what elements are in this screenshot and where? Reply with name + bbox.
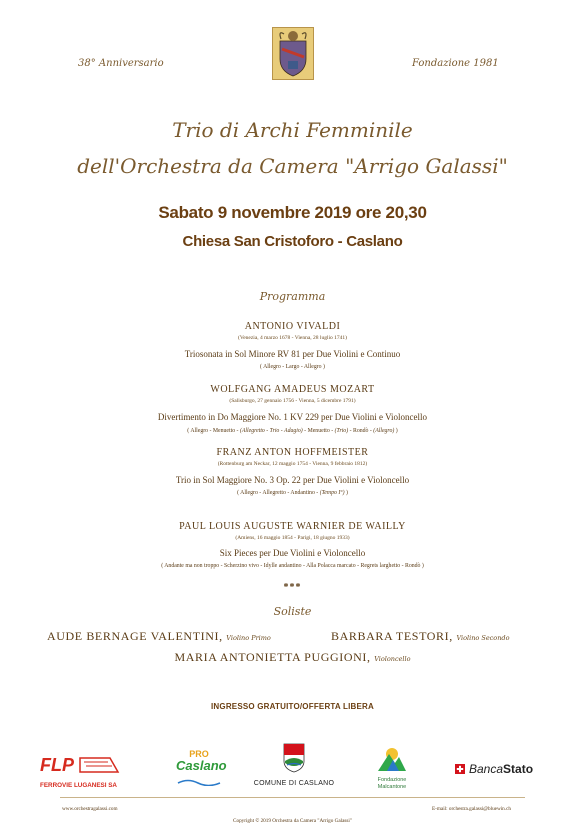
soloist-1-role: Violino Primo (226, 634, 271, 642)
admission-note: INGRESSO GRATUITO/OFFERTA LIBERA (211, 702, 374, 711)
movements-mozart: ( Allegro - Menuetto - (Allegretto - Trio - Adagio) - Menuetto - (Trio) - Rondò - (Allegro) ) (187, 428, 398, 434)
dates-hoffmeister: (Rottenburg am Neckar, 12 maggio 1754 - Vienna, 9 febbraio 1812) (217, 461, 368, 467)
footer-copyright: Copyright © 2019 Orchestra da Camera "Arrigo Galassi" (233, 818, 352, 824)
dates-vivaldi: (Venezia, 4 marzo 1678 - Vienna, 28 luglio 1741) (238, 335, 347, 341)
soloist-2-name: BARBARA TESTORI, (331, 629, 453, 643)
sponsor-bancastato (455, 760, 555, 778)
fondazione-mountain-icon (377, 746, 407, 772)
swiss-cross-icon (455, 764, 465, 774)
movements-hoffmeister: ( Allegro - Allegretto - Andantino - (Tempo I°) ) (237, 490, 348, 496)
fondazione-line1: Fondazione (377, 777, 407, 783)
composer-mozart: WOLFGANG AMADEUS MOZART (210, 384, 375, 395)
work-mozart: Divertimento in Do Maggiore No. 1 KV 229 per Due Violini e Violoncello (157, 412, 428, 422)
movements-mozart-b: (Allegretto - Trio - Adagio) (239, 428, 303, 434)
pro-caslano-wave-icon (176, 778, 222, 786)
footer-website[interactable]: www.orchestragalassi.com (62, 806, 118, 812)
sponsor-pro-caslano (176, 749, 227, 789)
work-hoffmeister: Trio in Sol Maggiore No. 3 Op. 22 per Due Violini e Violoncello (175, 475, 410, 485)
banca-text-b: Stato (503, 762, 534, 776)
movements-hoffmeister-b: (Tempo I°) (319, 490, 345, 496)
soloist-3-role: Violoncello (374, 655, 411, 663)
fondazione-line2: Malcantone (377, 784, 407, 790)
event-venue: Chiesa San Cristoforo - Caslano (182, 233, 403, 250)
pro-caslano-top: PRO (189, 749, 209, 759)
flp-name: FERROVIE LUGANESI SA (40, 782, 117, 789)
movements-vivaldi: ( Allegro - Largo - Allegro ) (260, 364, 325, 370)
caslano-shield-icon (283, 743, 305, 773)
footer-email[interactable]: E-mail: orchestra.galassi@bluewin.ch (432, 806, 511, 812)
sponsor-flp (40, 754, 125, 788)
title-line-1: Trio di Archi Femminile (172, 118, 413, 142)
pro-caslano-bottom: Caslano (176, 758, 227, 773)
movements-mozart-c: - Menuetto - (302, 428, 335, 434)
soloist-2-role: Violino Secondo (456, 634, 510, 642)
flp-logo-icon (40, 754, 125, 776)
comune-name: COMUNE DI CASLANO (253, 780, 335, 787)
programme-heading: Programma (259, 290, 326, 303)
movements-hoffmeister-a: ( Allegro - Allegretto - Andantino - (237, 490, 320, 496)
event-datetime: Sabato 9 novembre 2019 ore 20,30 (158, 203, 427, 222)
composer-wailly: PAUL LOUIS AUGUSTE WARNIER DE WAILLY (179, 521, 406, 532)
separator-stars: *** (283, 582, 302, 593)
sponsor-comune (248, 743, 340, 791)
soloist-3-name: MARIA ANTONIETTA PUGGIONI, (174, 650, 371, 664)
orchestra-emblem (272, 27, 314, 80)
movements-mozart-d: (Trio) (334, 428, 349, 434)
sponsor-fondazione (370, 746, 414, 792)
title-line-2: dell'Orchestra da Camera "Arrigo Galassi" (77, 154, 508, 178)
dates-mozart: (Salisburgo, 27 gennaio 1756 - Vienna, 5 dicembre 1791) (229, 398, 356, 404)
dates-wailly: (Amiens, 16 maggio 1854 - Parigi, 18 giugno 1933) (235, 535, 350, 541)
footer-divider (60, 797, 525, 798)
movements-mozart-a: ( Allegro - Menuetto - (187, 428, 240, 434)
foundation-label: Fondazione 1981 (412, 58, 499, 69)
work-wailly: Six Pieces per Due Violini e Violoncello (219, 548, 366, 558)
work-vivaldi: Triosonata in Sol Minore RV 81 per Due Violini e Continuo (184, 349, 401, 359)
soloists-heading: Soliste (273, 605, 312, 618)
soloist-1 (47, 629, 271, 644)
movements-mozart-e: - Rondò - (348, 428, 374, 434)
movements-mozart-f: (Allegro) (373, 428, 395, 434)
anniversary-label: 38° Anniversario (78, 58, 164, 69)
flp-logo-text: FLP (40, 755, 74, 775)
soloist-2 (331, 629, 509, 644)
soloist-3 (0, 650, 585, 665)
soloist-1-name: AUDE BERNAGE VALENTINI, (47, 629, 223, 643)
composer-vivaldi: ANTONIO VIVALDI (244, 321, 341, 332)
movements-wailly: ( Andante ma non troppo - Scherzino vivo - Idylle andantino - Alla Polacca marcato - Regrets larghetto - Rondò ) (161, 563, 424, 569)
composer-hoffmeister: FRANZ ANTON HOFFMEISTER (216, 447, 369, 458)
banca-text-a: Banca (469, 762, 504, 776)
